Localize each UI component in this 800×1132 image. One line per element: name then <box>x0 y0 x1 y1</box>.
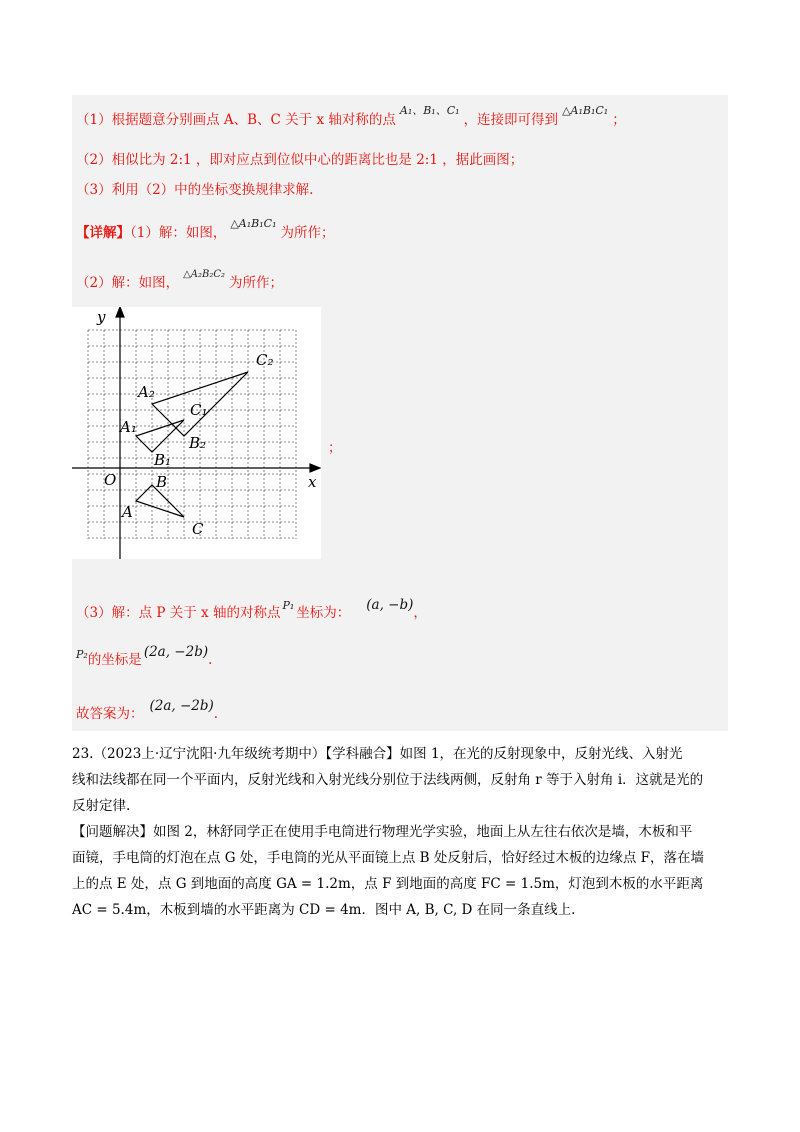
part-3-text: （3）解：点 P 关于 x 轴的对称点 <box>76 605 281 621</box>
part-3-point: P₁ <box>282 599 295 612</box>
p2-coord: (2a, −2b) <box>143 644 209 660</box>
question-line-4: 【问题解决】如图 2，林舒同学正在使用手电筒进行物理光学实验，地面上从左往右依次是墙，木板和平 <box>72 824 693 840</box>
analysis-3: （3）利用（2）中的坐标变换规律求解. <box>76 182 314 198</box>
question-line-2: 线和法线都在同一个平面内，反射光线和入射光线分别位于法线两侧，反射角 r 等于入射角 i．这就是光的 <box>72 772 704 788</box>
analysis-1-points: A₁、B₁、C₁ <box>399 104 460 117</box>
x-axis-arrow <box>310 464 320 472</box>
part-3-mid: 坐标为： <box>296 605 351 621</box>
p2-end: . <box>208 652 213 668</box>
part-3-coord: (a, −b) <box>366 597 414 613</box>
question-line-7: AC = 5.4m，木板到墙的水平距离为 CD = 4m．图中 A, B, C, D 在同一条直线上. <box>72 902 576 918</box>
part-2-triangle: △A₂B₂C₂ <box>183 269 226 280</box>
coordinate-figure <box>72 307 321 559</box>
label-c2: C₂ <box>256 351 274 369</box>
analysis-1-text: （1）根据题意分别画点 A、B、C 关于 x 轴对称的点 <box>76 112 396 128</box>
detail-end: 为所作； <box>280 225 335 241</box>
label-a1: A₁ <box>120 418 137 436</box>
analysis-1-tail: ，连接即可得到 <box>463 112 559 128</box>
y-axis-label: y <box>97 308 106 326</box>
triangle-a1b1c1 <box>136 420 184 452</box>
p2-point: P₂ <box>76 648 88 661</box>
label-c1: C₁ <box>190 401 208 419</box>
answer-end: . <box>213 706 219 722</box>
coordinate-svg <box>72 307 321 559</box>
analysis-2: （2）相似比为 2:1 ，即对应点到位似中心的距离比也是 2:1 ，据此画图； <box>76 152 524 168</box>
part-2-line <box>76 271 283 291</box>
detail-text: （1）解：如图， <box>130 225 227 241</box>
question-23 <box>72 741 732 923</box>
after-figure-mark: ； <box>328 440 342 456</box>
part-2-end: 为所作； <box>229 275 284 291</box>
y-axis-arrow <box>116 307 124 317</box>
label-b: B <box>156 473 168 491</box>
part-2-text: （2）解：如图， <box>76 275 180 291</box>
part-3-end: ， <box>413 605 427 621</box>
origin-label: O <box>104 471 117 489</box>
detail-triangle: △A₁B₁C₁ <box>230 217 277 230</box>
point-labels <box>96 308 317 538</box>
p2-line <box>76 644 213 668</box>
x-axis-label: x <box>308 473 317 491</box>
answer-line <box>76 698 219 722</box>
analysis-1 <box>76 104 626 128</box>
label-a2: A₂ <box>138 383 155 401</box>
question-line-1: 23.（2023上·辽宁沈阳·九年级统考期中）【学科融合】如图 1，在光的反射现象中，反射光线、入射光 <box>72 746 683 762</box>
p2-mid: 的坐标是 <box>87 652 142 668</box>
label-b1: B₁ <box>154 451 172 469</box>
question-line-3: 反射定律. <box>72 798 131 814</box>
analysis-1-end: ； <box>612 112 626 128</box>
answer-coord: (2a, −2b) <box>149 698 214 714</box>
label-a: A <box>122 503 133 521</box>
detail-line <box>76 217 335 241</box>
question-line-5: 面镜，手电筒的灯泡在点 G 处，手电筒的光从平面镜上点 B 处反射后，恰好经过木板的边缘点 F，落在墙 <box>72 850 705 866</box>
detail-tag: 【详解】 <box>76 225 130 241</box>
label-c: C <box>192 520 204 538</box>
part-3-line <box>76 597 427 621</box>
analysis-1-triangle: △A₁B₁C₁ <box>562 104 609 117</box>
answer-text: 故答案为： <box>76 706 144 722</box>
question-line-6: 上的点 E 处，点 G 到地面的高度 GA = 1.2m，点 F 到地面的高度 FC = 1.5m，灯泡到木板的水平距离 <box>72 876 704 892</box>
label-b2: B₂ <box>189 434 207 452</box>
